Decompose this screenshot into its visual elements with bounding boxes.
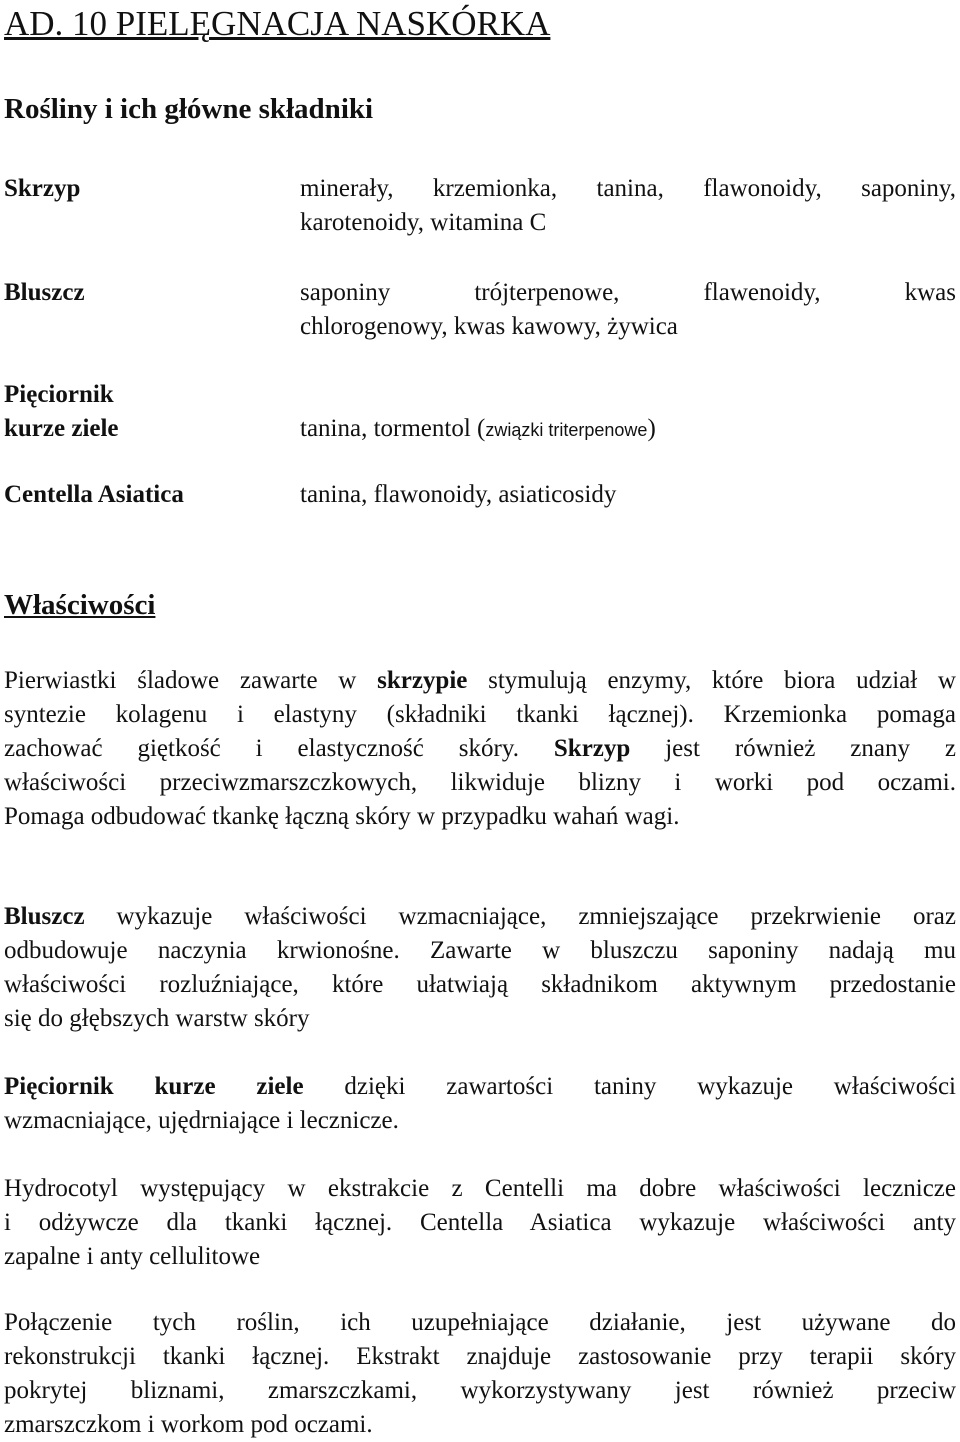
text-line: pokrytej bliznami, zmarszczkami, wykorzystywany jest również przeciw: [4, 1377, 956, 1404]
section-subtitle: Rośliny i ich główne składniki: [4, 93, 374, 125]
text-line: rekonstrukcji tkanki łącznej. Ekstrakt znajduje zastosowanie przy terapii skóry: [4, 1343, 956, 1370]
plant-desc-skrzyp: minerały, krzemionka, tanina, flawonoidy, saponiny, karotenoidy, witamina C: [300, 175, 956, 236]
plant-name-skrzyp: Skrzyp: [4, 175, 81, 202]
text-line: zapalne i anty cellulitowe: [4, 1243, 261, 1270]
paragraph-bluszcz: [4, 900, 956, 1036]
paragraph-centella: [4, 1172, 956, 1274]
paragraph-summary: [4, 1306, 956, 1442]
page-title: AD. 10 PIELĘGNACJA NASKÓRKA: [4, 4, 551, 43]
text-line: Pierwiastki śladowe zawarte w skrzypie stymulują enzymy, które biora udział w: [4, 667, 956, 694]
plant-desc-pieciornik: tanina, tormentol (związki triterpenowe): [300, 415, 656, 442]
plant-desc-bluszcz: saponiny trójterpenowe, flawenoidy, kwas chlorogenowy, kwas kawowy, żywica: [300, 279, 956, 340]
text-line: Hydrocotyl występujący w ekstrakcie z Centelli ma dobre właściwości lecznicze: [4, 1175, 956, 1202]
text-line: Bluszcz wykazuje właściwości wzmacniające, zmniejszające przekrwienie oraz: [4, 903, 956, 930]
text-line: Połączenie tych roślin, ich uzupełniające działanie, jest używane do: [4, 1309, 956, 1336]
text-line: właściwości przeciwzmarszczkowych, likwiduje blizny i worki pod oczami.: [4, 769, 956, 796]
text-line: odbudowuje naczynia krwionośne. Zawarte w bluszczu saponiny nadają mu: [4, 937, 956, 964]
plant-desc-centella: tanina, flawonoidy, asiaticosidy: [300, 481, 617, 508]
paragraph-skrzyp: [4, 664, 956, 834]
plant-name-bluszcz: Bluszcz: [4, 279, 85, 306]
text-line: i odżywcze dla tkanki łącznej. Centella Asiatica wykazuje właściwości anty: [4, 1209, 956, 1236]
text-line: wzmacniające, ujędrniające i lecznicze.: [4, 1107, 399, 1134]
text-line: Pięciornik kurze ziele dzięki zawartości taniny wykazuje właściwości: [4, 1073, 956, 1100]
plant-name-pieciornik: Pięciornik kurze ziele: [4, 381, 119, 442]
paragraph-pieciornik: [4, 1070, 956, 1138]
text-line: Pomaga odbudować tkankę łączną skóry w przypadku wahań wagi.: [4, 803, 680, 830]
properties-heading: Właściwości: [4, 589, 156, 621]
text-line: właściwości rozluźniające, które ułatwiają składnikom aktywnym przedostanie: [4, 971, 956, 998]
text-line: zmarszczkom i workom pod oczami.: [4, 1411, 373, 1438]
text-line: się do głębszych warstw skóry: [4, 1005, 310, 1032]
text-line: zachować giętkość i elastyczność skóry. Skrzyp jest również znany z: [4, 735, 956, 762]
plant-name-centella: Centella Asiatica: [4, 481, 184, 508]
text-line: syntezie kolagenu i elastyny (składniki tkanki łącznej). Krzemionka pomaga: [4, 701, 956, 728]
